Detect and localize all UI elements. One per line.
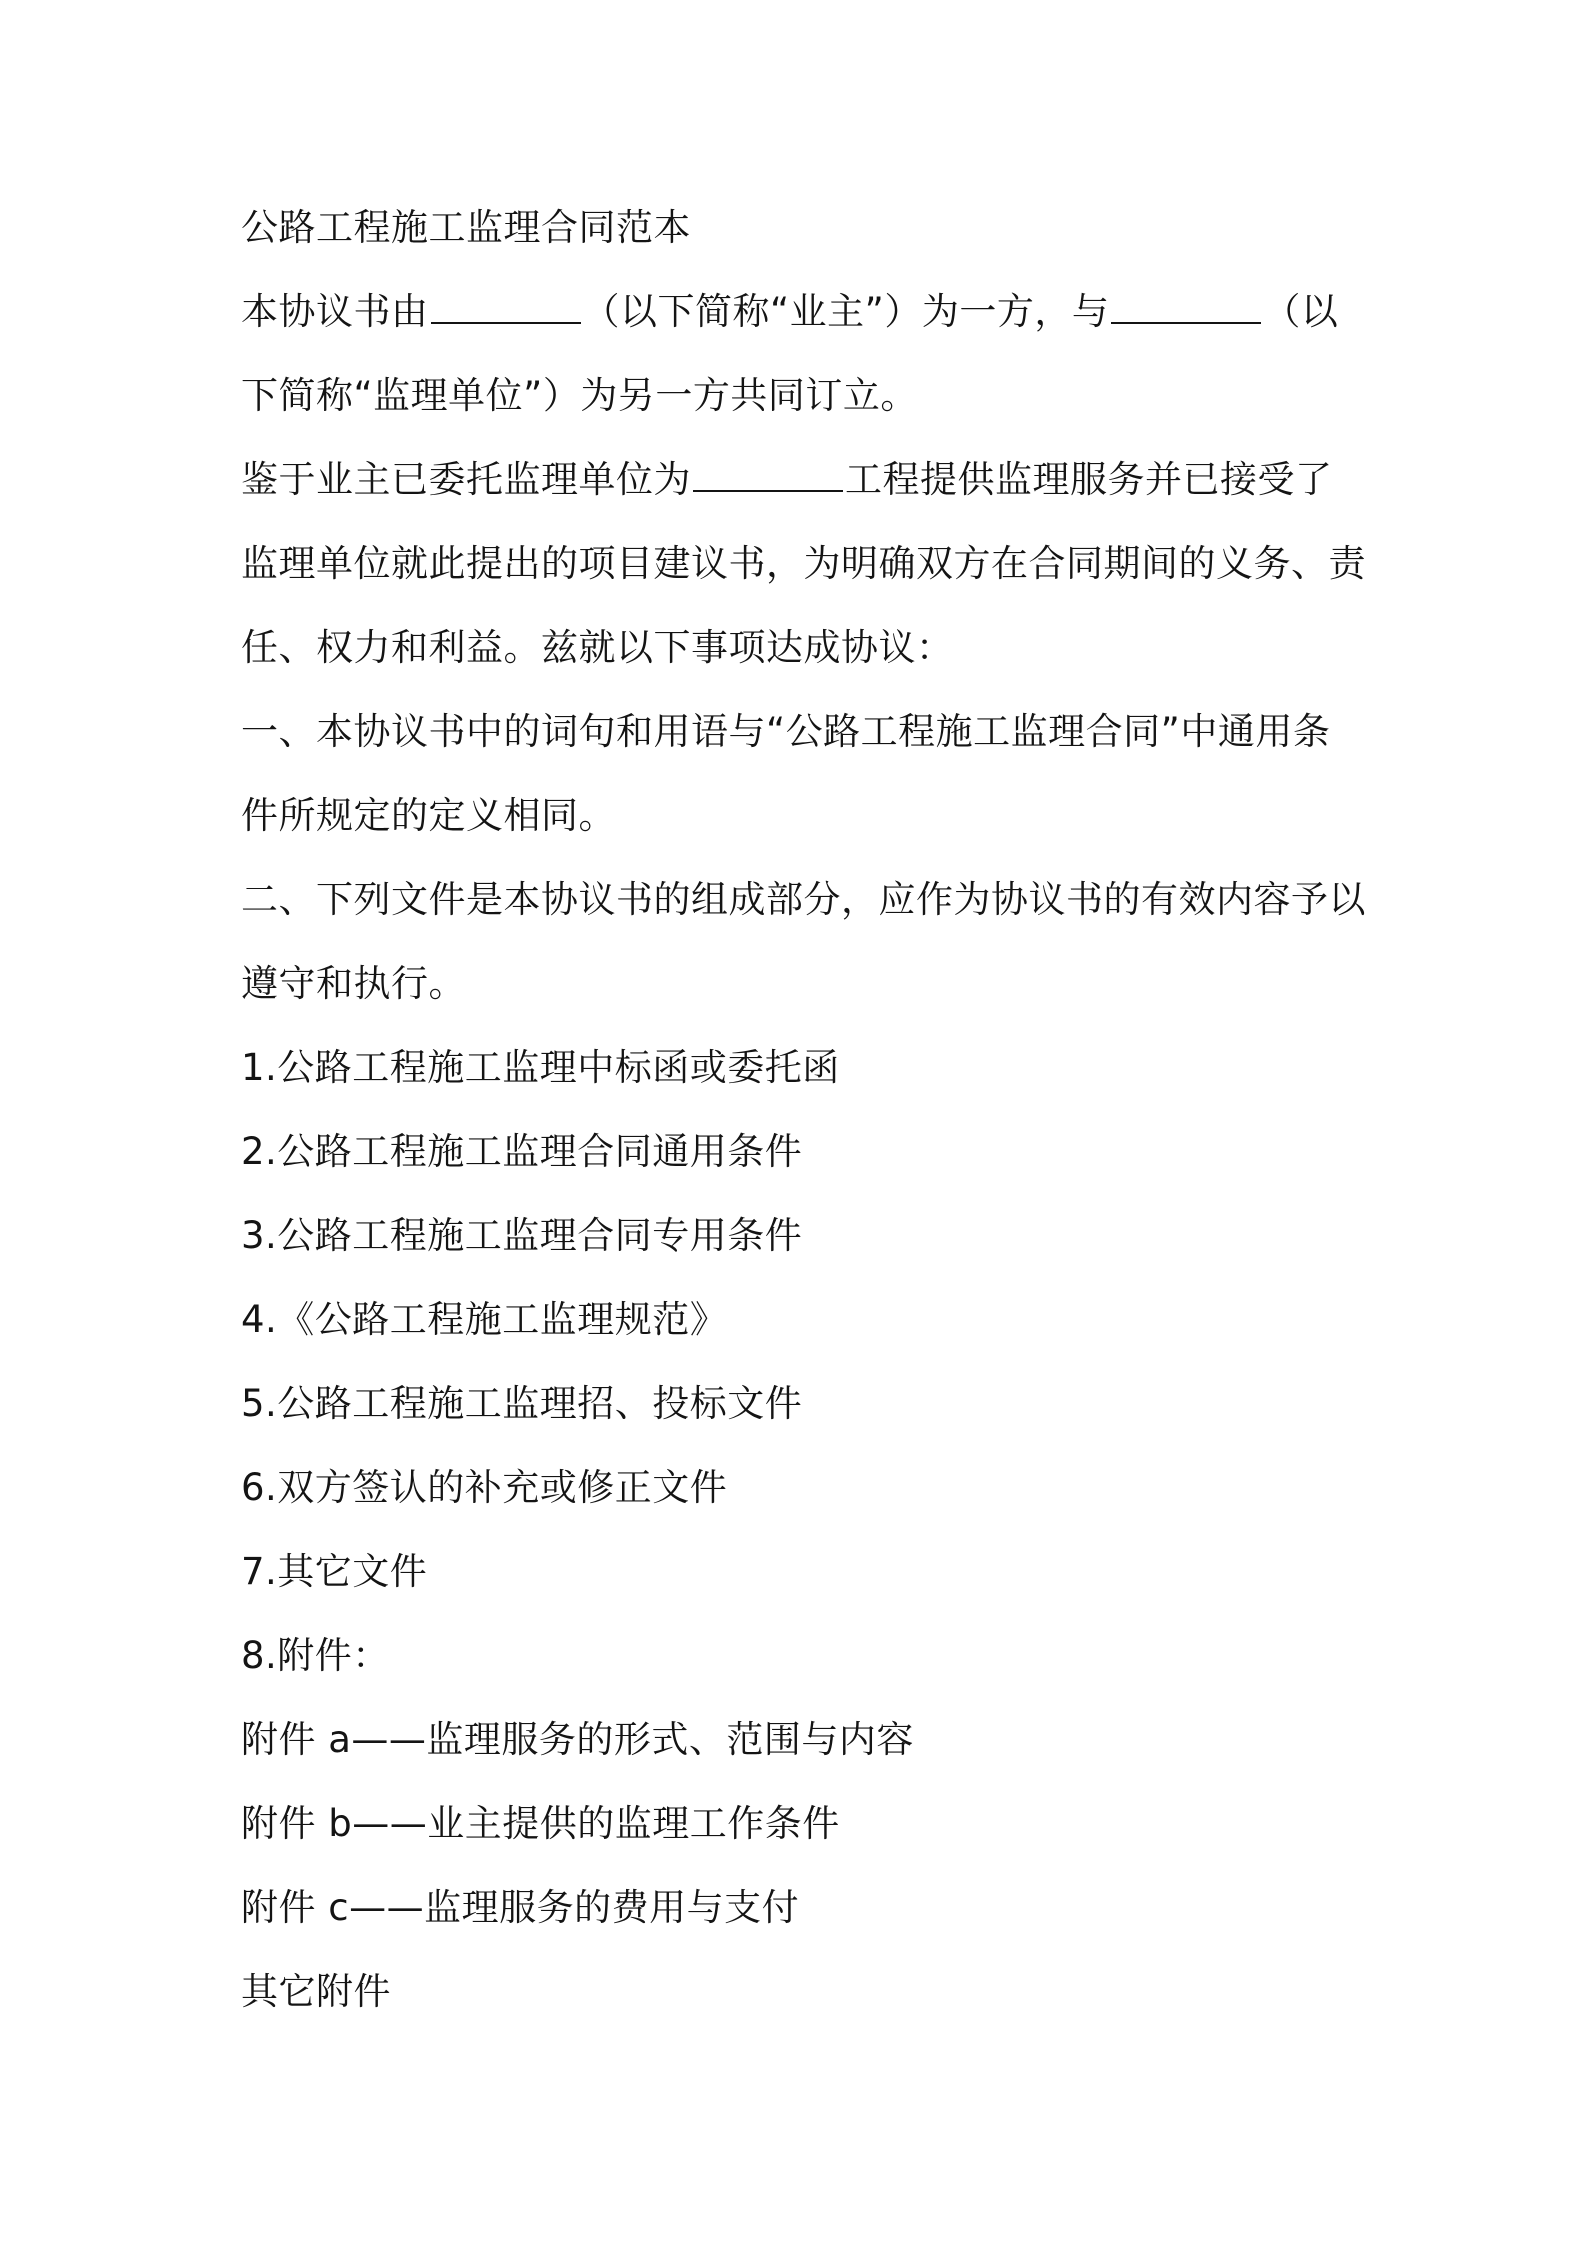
list-item: 2.公路工程施工监理合同通用条件	[241, 1130, 803, 1173]
list-item: 8.附件：	[241, 1634, 390, 1677]
clause-1-line-1: 一、本协议书中的词句和用语与“公路工程施工监理合同”中通用条	[241, 710, 1331, 753]
annex-item: 附件 a——监理服务的形式、范围与内容	[241, 1718, 914, 1761]
intro-line-2: 下简称“监理单位”）为另一方共同订立。	[241, 374, 918, 417]
clause-2-line-2: 遵守和执行。	[241, 962, 466, 1005]
intro-text-a: 本协议书由	[241, 290, 429, 333]
list-item: 6.双方签认的补充或修正文件	[241, 1466, 728, 1509]
annex-item: 其它附件	[241, 1970, 391, 2013]
recital-line-1	[241, 458, 1333, 502]
list-item: 1.公路工程施工监理中标函或委托函	[241, 1046, 840, 1089]
list-item: 4.《公路工程施工监理规范》	[241, 1298, 728, 1341]
project-name-blank	[693, 460, 843, 492]
list-item: 3.公路工程施工监理合同专用条件	[241, 1214, 803, 1257]
clause-2-line-1: 二、下列文件是本协议书的组成部分，应作为协议书的有效内容予以	[241, 878, 1366, 921]
supervisor-name-blank	[1111, 292, 1261, 324]
intro-text-b: （以下简称“业主”）为一方，与	[582, 290, 1110, 333]
list-item: 5.公路工程施工监理招、投标文件	[241, 1382, 803, 1425]
recital-text-a: 鉴于业主已委托监理单位为	[241, 458, 691, 501]
annex-item: 附件 b——业主提供的监理工作条件	[241, 1802, 840, 1845]
annex-item: 附件 c——监理服务的费用与支付	[241, 1886, 800, 1929]
owner-name-blank	[431, 292, 581, 324]
recital-line-2: 监理单位就此提出的项目建议书，为明确双方在合同期间的义务、责	[241, 542, 1366, 585]
document-title: 公路工程施工监理合同范本	[241, 206, 691, 249]
intro-line-1	[241, 290, 1338, 334]
recital-text-b: 工程提供监理服务并已接受了	[845, 458, 1333, 501]
recital-line-3: 任、权力和利益。兹就以下事项达成协议：	[241, 626, 954, 669]
clause-1-line-2: 件所规定的定义相同。	[241, 794, 616, 837]
list-item: 7.其它文件	[241, 1550, 428, 1593]
intro-text-c: （以	[1263, 290, 1339, 333]
